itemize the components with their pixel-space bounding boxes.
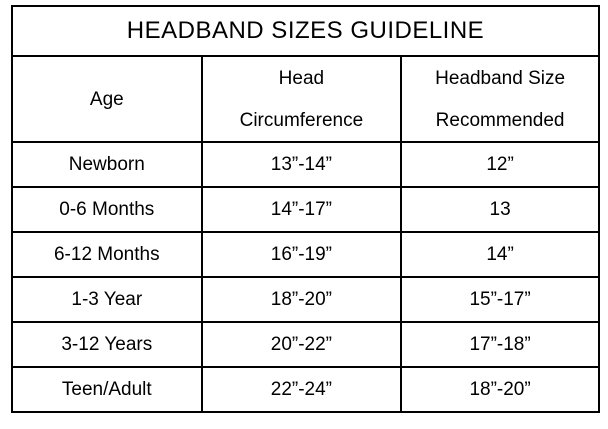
cell-size: 15”-17”: [401, 277, 599, 322]
header-line: Recommended: [435, 109, 565, 131]
table-row: [12, 367, 599, 412]
cell-circumference: 16”-19”: [202, 232, 402, 277]
table-row: [12, 232, 599, 277]
headband-sizes-table: [11, 5, 600, 413]
cell-circumference: 20”-22”: [202, 322, 402, 367]
cell-circumference: 13”-14”: [202, 142, 402, 187]
cell-size: 18”-20”: [401, 367, 599, 412]
header-stack: [13, 57, 201, 141]
header-line: Age: [89, 88, 124, 110]
header-line: Head: [278, 67, 325, 89]
cell-circumference: 22”-24”: [202, 367, 402, 412]
header-stack: [203, 57, 401, 141]
cell-size: 12”: [401, 142, 599, 187]
table-row: [12, 277, 599, 322]
table-title: HEADBAND SIZES GUIDELINE: [12, 6, 599, 56]
cell-size: 13: [401, 187, 599, 232]
cell-age: 0-6 Months: [12, 187, 202, 232]
cell-age: Newborn: [12, 142, 202, 187]
title-row: [12, 6, 599, 56]
header-row: [12, 56, 599, 142]
column-header-circumference: [202, 56, 402, 142]
cell-age: 6-12 Months: [12, 232, 202, 277]
table-row: [12, 142, 599, 187]
column-header-age: [12, 56, 202, 142]
header-stack: [402, 57, 598, 141]
header-line: Headband Size: [435, 67, 566, 89]
cell-circumference: 18”-20”: [202, 277, 402, 322]
cell-age: 1-3 Year: [12, 277, 202, 322]
cell-age: 3-12 Years: [12, 322, 202, 367]
column-header-size: [401, 56, 599, 142]
cell-age: Teen/Adult: [12, 367, 202, 412]
cell-size: 17”-18”: [401, 322, 599, 367]
table-row: [12, 187, 599, 232]
header-line: Circumference: [239, 109, 364, 131]
cell-size: 14”: [401, 232, 599, 277]
cell-circumference: 14”-17”: [202, 187, 402, 232]
table-row: [12, 322, 599, 367]
